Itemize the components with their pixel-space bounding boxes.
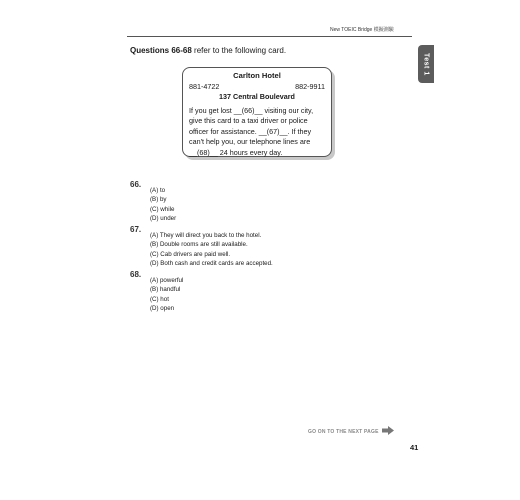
question-number: 66. [130, 180, 142, 189]
question-67 [130, 225, 273, 275]
questions-heading [130, 46, 286, 55]
answer-option[interactable]: (C) hot [150, 295, 169, 303]
answer-option[interactable]: (D) under [150, 215, 177, 223]
question-number: 67. [130, 225, 142, 234]
answer-option[interactable]: (D) Both cash and credit cards are accepted. [150, 260, 273, 268]
test-side-tab [418, 45, 434, 83]
card-phone-left: 881-4722 [189, 81, 220, 91]
card-phone-right: 882-9911 [295, 81, 325, 91]
answer-option[interactable]: (A) They will direct you back to the hotel. [150, 232, 262, 240]
answer-options [150, 276, 183, 313]
question-66 [130, 180, 176, 230]
answer-option[interactable]: (B) Double rooms are still available. [150, 241, 248, 249]
question-number: 68. [130, 270, 142, 279]
answer-option[interactable]: (C) Cab drivers are paid well. [150, 250, 231, 258]
running-header: New TOEIC Bridge 模擬測驗 [330, 27, 394, 33]
card-phone-row [189, 82, 325, 93]
questions-range: Questions 66-68 [130, 46, 192, 55]
side-tab-label: Test 1 [422, 52, 430, 76]
answer-option[interactable]: (A) to [150, 187, 166, 195]
answer-options [150, 186, 176, 223]
hotel-card [182, 67, 332, 157]
question-68 [130, 270, 183, 320]
answer-option[interactable]: (B) handful [150, 286, 181, 294]
header-divider [127, 36, 412, 37]
page-number: 41 [410, 443, 419, 452]
answer-option[interactable]: (B) by [150, 196, 167, 204]
answer-option[interactable]: (C) while [150, 205, 175, 213]
card-body-text: If you get lost __(66)__ visiting our city, give this card to a taxi driver or police officer for assistance. __(67)__. If they can't help you, our telephone lines are __(68)__ 24 hours every day. [189, 105, 314, 157]
questions-instruction: refer to the following card. [194, 46, 287, 55]
answer-options [150, 231, 273, 268]
arrow-right-icon [382, 426, 394, 437]
next-page-label: GO ON TO THE NEXT PAGE [308, 428, 379, 435]
answer-option[interactable]: (A) powerful [150, 277, 184, 285]
answer-option[interactable]: (D) open [150, 305, 175, 313]
card-title: Carlton Hotel [233, 71, 281, 80]
card-address: 137 Central Boulevard [219, 92, 295, 101]
next-page-indicator [308, 426, 394, 437]
